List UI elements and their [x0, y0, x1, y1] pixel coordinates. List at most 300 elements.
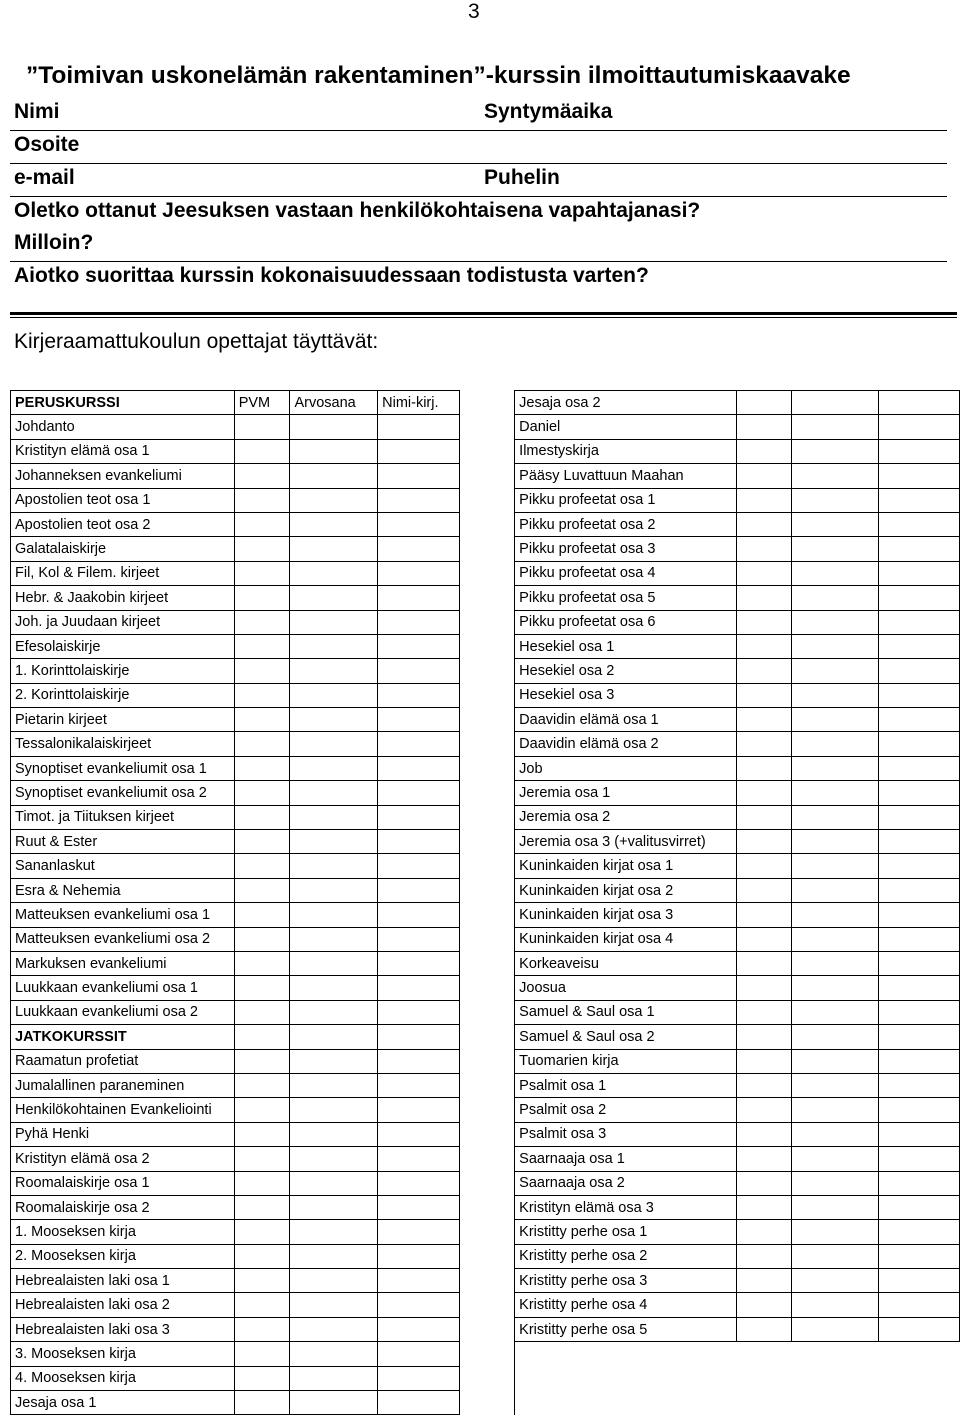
date-cell[interactable] — [234, 1049, 290, 1073]
table-row — [11, 732, 960, 756]
signature-cell[interactable] — [378, 464, 460, 488]
signature-cell[interactable] — [878, 951, 959, 975]
date-cell[interactable] — [736, 391, 791, 415]
date-cell[interactable] — [736, 1293, 791, 1317]
date-cell[interactable] — [234, 415, 290, 439]
date-cell[interactable] — [736, 1049, 791, 1073]
signature-cell[interactable] — [878, 439, 959, 463]
date-cell[interactable] — [234, 1025, 290, 1049]
grade-cell[interactable] — [792, 830, 879, 854]
grade-cell[interactable] — [792, 634, 879, 658]
grade-cell[interactable] — [290, 830, 378, 854]
grade-cell[interactable] — [290, 659, 378, 683]
table-row — [11, 854, 960, 878]
grade-cell[interactable] — [792, 805, 879, 829]
course-name-right: Jesaja osa 2 — [515, 391, 737, 415]
signature-cell[interactable] — [378, 1049, 460, 1073]
course-name-left: 4. Mooseksen kirja — [11, 1366, 235, 1390]
date-cell[interactable] — [234, 732, 290, 756]
signature-cell[interactable] — [878, 488, 959, 512]
date-cell[interactable] — [736, 976, 791, 1000]
grade-cell[interactable] — [290, 1147, 378, 1171]
column-gap — [459, 1025, 514, 1049]
date-cell[interactable] — [234, 586, 290, 610]
grade-cell[interactable] — [290, 878, 378, 902]
signature-cell[interactable] — [878, 1244, 959, 1268]
signature-cell[interactable] — [378, 854, 460, 878]
signature-cell[interactable] — [378, 634, 460, 658]
table-row — [11, 1073, 960, 1097]
signature-cell[interactable] — [378, 537, 460, 561]
signature-cell[interactable] — [378, 1073, 460, 1097]
email-label: e-mail — [14, 166, 75, 189]
divider-thin — [10, 317, 957, 318]
date-cell[interactable] — [736, 1073, 791, 1097]
table-row — [11, 708, 960, 732]
grade-cell[interactable] — [290, 976, 378, 1000]
date-cell[interactable] — [234, 1171, 290, 1195]
signature-cell[interactable] — [378, 1317, 460, 1341]
table-row — [11, 976, 960, 1000]
grade-cell[interactable] — [792, 391, 879, 415]
signature-cell[interactable] — [878, 927, 959, 951]
grade-cell[interactable] — [792, 976, 879, 1000]
empty-right — [515, 1342, 960, 1366]
signature-cell[interactable] — [378, 586, 460, 610]
signature-cell[interactable] — [378, 1000, 460, 1024]
column-gap — [459, 1049, 514, 1073]
signature-cell[interactable] — [378, 415, 460, 439]
date-cell[interactable] — [736, 1269, 791, 1293]
grade-cell[interactable] — [290, 1000, 378, 1024]
signature-cell[interactable] — [878, 1147, 959, 1171]
signature-cell[interactable] — [378, 951, 460, 975]
signature-cell[interactable] — [378, 756, 460, 780]
grade-cell[interactable] — [792, 903, 879, 927]
signature-cell[interactable] — [878, 1220, 959, 1244]
signature-cell[interactable] — [378, 1147, 460, 1171]
course-name-left: Matteuksen evankeliumi osa 1 — [11, 903, 235, 927]
grade-cell[interactable] — [290, 903, 378, 927]
grade-cell[interactable] — [290, 805, 378, 829]
date-cell[interactable] — [736, 537, 791, 561]
grade-cell[interactable] — [290, 610, 378, 634]
signature-cell[interactable] — [378, 1269, 460, 1293]
date-cell[interactable] — [234, 683, 290, 707]
signature-cell[interactable] — [378, 805, 460, 829]
column-gap — [459, 1000, 514, 1024]
date-cell[interactable] — [234, 1195, 290, 1219]
grade-cell[interactable] — [792, 586, 879, 610]
date-cell[interactable] — [736, 488, 791, 512]
signature-cell[interactable] — [378, 561, 460, 585]
date-cell[interactable] — [736, 951, 791, 975]
signature-cell[interactable] — [378, 903, 460, 927]
signature-cell[interactable] — [878, 1000, 959, 1024]
name-row[interactable] — [10, 98, 947, 131]
signature-cell[interactable] — [378, 732, 460, 756]
date-cell[interactable] — [736, 415, 791, 439]
grade-cell[interactable] — [792, 708, 879, 732]
signature-cell[interactable] — [378, 488, 460, 512]
grade-cell[interactable] — [792, 1147, 879, 1171]
course-name-left: Luukkaan evankeliumi osa 2 — [11, 1000, 235, 1024]
signature-cell[interactable] — [878, 1025, 959, 1049]
signature-cell[interactable] — [878, 634, 959, 658]
grade-cell[interactable] — [792, 1220, 879, 1244]
signature-cell[interactable] — [378, 927, 460, 951]
grade-cell[interactable] — [290, 683, 378, 707]
grade-cell[interactable] — [792, 1171, 879, 1195]
column-gap — [459, 1098, 514, 1122]
course-name-left: Jesaja osa 1 — [11, 1391, 235, 1415]
date-cell[interactable] — [234, 903, 290, 927]
date-cell[interactable] — [234, 878, 290, 902]
grade-cell[interactable] — [290, 1317, 378, 1341]
date-cell[interactable] — [736, 927, 791, 951]
column-gap — [459, 951, 514, 975]
grade-cell[interactable] — [290, 464, 378, 488]
date-cell[interactable] — [234, 659, 290, 683]
grade-cell[interactable] — [290, 756, 378, 780]
course-name-right: Kuninkaiden kirjat osa 1 — [515, 854, 737, 878]
when-row[interactable] — [10, 229, 947, 262]
date-cell[interactable] — [234, 830, 290, 854]
date-cell[interactable] — [234, 464, 290, 488]
date-cell[interactable] — [234, 781, 290, 805]
column-gap — [459, 488, 514, 512]
grade-cell[interactable] — [290, 1098, 378, 1122]
grade-cell[interactable] — [792, 1269, 879, 1293]
course-name-left: Apostolien teot osa 1 — [11, 488, 235, 512]
date-cell[interactable] — [736, 1147, 791, 1171]
date-cell[interactable] — [736, 439, 791, 463]
signature-cell[interactable] — [878, 415, 959, 439]
grade-cell[interactable] — [792, 415, 879, 439]
header-course: PERUSKURSSI — [11, 391, 235, 415]
date-cell[interactable] — [234, 512, 290, 536]
signature-cell[interactable] — [878, 1293, 959, 1317]
column-gap — [459, 756, 514, 780]
signature-cell[interactable] — [378, 683, 460, 707]
grade-cell[interactable] — [290, 1269, 378, 1293]
signature-cell[interactable] — [878, 903, 959, 927]
signature-cell[interactable] — [878, 391, 959, 415]
complete-question-row[interactable] — [10, 262, 947, 294]
date-cell[interactable] — [234, 610, 290, 634]
signature-cell[interactable] — [378, 1098, 460, 1122]
grade-cell[interactable] — [290, 1293, 378, 1317]
course-name-left: Hebrealaisten laki osa 2 — [11, 1293, 235, 1317]
signature-cell[interactable] — [878, 610, 959, 634]
date-cell[interactable] — [234, 854, 290, 878]
grade-cell[interactable] — [792, 951, 879, 975]
table-row — [11, 1366, 960, 1390]
date-cell[interactable] — [234, 1098, 290, 1122]
date-cell[interactable] — [736, 586, 791, 610]
course-name-left: Esra & Nehemia — [11, 878, 235, 902]
course-name-left: 2. Korinttolaiskirje — [11, 683, 235, 707]
email-row[interactable] — [10, 164, 947, 197]
grade-cell[interactable] — [792, 878, 879, 902]
date-cell[interactable] — [736, 756, 791, 780]
grade-cell[interactable] — [792, 683, 879, 707]
signature-cell[interactable] — [378, 1293, 460, 1317]
grade-cell[interactable] — [792, 1049, 879, 1073]
date-cell[interactable] — [234, 756, 290, 780]
grade-cell[interactable] — [792, 1098, 879, 1122]
course-name-right: Pikku profeetat osa 2 — [515, 512, 737, 536]
grade-cell[interactable] — [290, 537, 378, 561]
signature-cell[interactable] — [378, 1025, 460, 1049]
grade-cell[interactable] — [290, 781, 378, 805]
date-cell[interactable] — [736, 1122, 791, 1146]
signature-cell[interactable] — [378, 1220, 460, 1244]
signature-cell[interactable] — [878, 1122, 959, 1146]
signature-cell[interactable] — [878, 1073, 959, 1097]
signature-cell[interactable] — [878, 659, 959, 683]
date-cell[interactable] — [234, 1269, 290, 1293]
course-name-left: Galatalaiskirje — [11, 537, 235, 561]
date-cell[interactable] — [736, 781, 791, 805]
grade-cell[interactable] — [792, 1244, 879, 1268]
signature-cell[interactable] — [378, 781, 460, 805]
date-cell[interactable] — [736, 1220, 791, 1244]
signature-cell[interactable] — [378, 659, 460, 683]
column-gap — [459, 732, 514, 756]
grade-cell[interactable] — [290, 854, 378, 878]
grade-cell[interactable] — [290, 708, 378, 732]
course-name-right: Kuninkaiden kirjat osa 3 — [515, 903, 737, 927]
signature-cell[interactable] — [878, 708, 959, 732]
signature-cell[interactable] — [378, 610, 460, 634]
date-cell[interactable] — [736, 903, 791, 927]
grade-cell[interactable] — [792, 1317, 879, 1341]
course-name-left: Kristityn elämä osa 1 — [11, 439, 235, 463]
accepted-question-row[interactable] — [10, 197, 947, 229]
date-cell[interactable] — [234, 439, 290, 463]
date-cell[interactable] — [234, 634, 290, 658]
grade-cell[interactable] — [290, 561, 378, 585]
grade-cell[interactable] — [792, 659, 879, 683]
grade-cell[interactable] — [792, 1122, 879, 1146]
signature-cell[interactable] — [878, 732, 959, 756]
date-cell[interactable] — [736, 1317, 791, 1341]
signature-cell[interactable] — [878, 1317, 959, 1341]
signature-cell[interactable] — [378, 1122, 460, 1146]
date-cell[interactable] — [736, 1195, 791, 1219]
signature-cell[interactable] — [378, 1171, 460, 1195]
date-cell[interactable] — [736, 878, 791, 902]
date-cell[interactable] — [234, 708, 290, 732]
table-row — [11, 1195, 960, 1219]
signature-cell[interactable] — [878, 805, 959, 829]
date-cell[interactable] — [234, 1391, 290, 1415]
grade-cell[interactable] — [792, 464, 879, 488]
signature-cell[interactable] — [378, 708, 460, 732]
column-gap — [459, 1171, 514, 1195]
date-cell[interactable] — [736, 634, 791, 658]
signature-cell[interactable] — [878, 1171, 959, 1195]
course-name-right: Korkeaveisu — [515, 951, 737, 975]
grade-cell[interactable] — [290, 634, 378, 658]
grade-cell[interactable] — [290, 1171, 378, 1195]
signature-cell[interactable] — [378, 1366, 460, 1390]
date-cell[interactable] — [736, 732, 791, 756]
grade-cell[interactable] — [792, 488, 879, 512]
grade-cell[interactable] — [792, 512, 879, 536]
signature-cell[interactable] — [878, 976, 959, 1000]
course-name-left: Efesolaiskirje — [11, 634, 235, 658]
grade-cell[interactable] — [290, 439, 378, 463]
date-cell[interactable] — [234, 1293, 290, 1317]
grade-cell[interactable] — [792, 756, 879, 780]
grade-cell[interactable] — [290, 1195, 378, 1219]
signature-cell[interactable] — [378, 439, 460, 463]
grade-cell[interactable] — [792, 1195, 879, 1219]
date-cell[interactable] — [234, 537, 290, 561]
grade-cell[interactable] — [792, 781, 879, 805]
signature-cell[interactable] — [878, 830, 959, 854]
date-cell[interactable] — [234, 1342, 290, 1366]
date-cell[interactable] — [736, 1025, 791, 1049]
date-cell[interactable] — [736, 854, 791, 878]
date-cell[interactable] — [234, 1317, 290, 1341]
date-cell[interactable] — [234, 1000, 290, 1024]
grade-cell[interactable] — [290, 1391, 378, 1415]
date-cell[interactable] — [234, 805, 290, 829]
signature-cell[interactable] — [878, 1269, 959, 1293]
table-row — [11, 1317, 960, 1341]
signature-cell[interactable] — [878, 1049, 959, 1073]
column-gap — [459, 1073, 514, 1097]
signature-cell[interactable] — [878, 561, 959, 585]
course-name-left: 3. Mooseksen kirja — [11, 1342, 235, 1366]
date-cell[interactable] — [234, 951, 290, 975]
grade-cell[interactable] — [290, 1220, 378, 1244]
grade-cell[interactable] — [792, 1293, 879, 1317]
signature-cell[interactable] — [878, 512, 959, 536]
signature-cell[interactable] — [378, 976, 460, 1000]
course-name-left: Roomalaiskirje osa 2 — [11, 1195, 235, 1219]
grade-cell[interactable] — [290, 1049, 378, 1073]
date-cell[interactable] — [736, 1000, 791, 1024]
signature-cell[interactable] — [878, 878, 959, 902]
grade-cell[interactable] — [792, 537, 879, 561]
grade-cell[interactable] — [792, 854, 879, 878]
date-cell[interactable] — [736, 830, 791, 854]
signature-cell[interactable] — [878, 586, 959, 610]
column-gap — [459, 708, 514, 732]
signature-cell[interactable] — [378, 878, 460, 902]
grade-cell[interactable] — [290, 1366, 378, 1390]
empty-right — [515, 1366, 960, 1390]
date-cell[interactable] — [736, 805, 791, 829]
signature-cell[interactable] — [878, 781, 959, 805]
address-row[interactable] — [10, 131, 947, 164]
grade-cell[interactable] — [792, 1025, 879, 1049]
signature-cell[interactable] — [878, 683, 959, 707]
grade-cell[interactable] — [290, 927, 378, 951]
date-cell[interactable] — [736, 1171, 791, 1195]
column-gap — [459, 781, 514, 805]
grade-cell[interactable] — [792, 1000, 879, 1024]
signature-cell[interactable] — [878, 464, 959, 488]
date-cell[interactable] — [234, 976, 290, 1000]
date-cell[interactable] — [736, 1098, 791, 1122]
table-row — [11, 927, 960, 951]
grade-cell[interactable] — [792, 561, 879, 585]
signature-cell[interactable] — [878, 537, 959, 561]
grade-cell[interactable] — [290, 512, 378, 536]
date-cell[interactable] — [736, 561, 791, 585]
grade-cell[interactable] — [792, 439, 879, 463]
grade-cell[interactable] — [290, 1122, 378, 1146]
signature-cell[interactable] — [378, 1244, 460, 1268]
date-cell[interactable] — [736, 512, 791, 536]
grade-cell[interactable] — [792, 732, 879, 756]
signature-cell[interactable] — [378, 1342, 460, 1366]
date-cell[interactable] — [736, 1244, 791, 1268]
date-cell[interactable] — [736, 464, 791, 488]
date-cell[interactable] — [234, 561, 290, 585]
signature-cell[interactable] — [878, 1195, 959, 1219]
date-cell[interactable] — [234, 1073, 290, 1097]
grade-cell[interactable] — [290, 488, 378, 512]
table-row — [11, 781, 960, 805]
grade-cell[interactable] — [792, 1073, 879, 1097]
signature-cell[interactable] — [878, 1098, 959, 1122]
signature-cell[interactable] — [378, 512, 460, 536]
date-cell[interactable] — [234, 1366, 290, 1390]
column-gap — [459, 976, 514, 1000]
grade-cell[interactable] — [792, 927, 879, 951]
date-cell[interactable] — [234, 927, 290, 951]
date-cell[interactable] — [736, 708, 791, 732]
divider-thick — [10, 312, 957, 315]
signature-cell[interactable] — [378, 1195, 460, 1219]
grade-cell[interactable] — [290, 415, 378, 439]
signature-cell[interactable] — [378, 1391, 460, 1415]
header-name: Nimi-kirj. — [378, 391, 460, 415]
course-name-left: Pietarin kirjeet — [11, 708, 235, 732]
date-cell[interactable] — [234, 1147, 290, 1171]
grade-cell[interactable] — [290, 1342, 378, 1366]
date-cell[interactable] — [736, 683, 791, 707]
signature-cell[interactable] — [878, 854, 959, 878]
grade-cell[interactable] — [290, 586, 378, 610]
grade-cell[interactable] — [290, 1244, 378, 1268]
grade-cell[interactable] — [290, 1025, 378, 1049]
grade-cell[interactable] — [290, 732, 378, 756]
date-cell[interactable] — [736, 659, 791, 683]
grade-cell[interactable] — [792, 610, 879, 634]
date-cell[interactable] — [234, 1122, 290, 1146]
course-name-left: 1. Korinttolaiskirje — [11, 659, 235, 683]
course-name-right: Samuel & Saul osa 2 — [515, 1025, 737, 1049]
grade-cell[interactable] — [290, 1073, 378, 1097]
date-cell[interactable] — [234, 488, 290, 512]
signature-cell[interactable] — [878, 756, 959, 780]
course-name-left: Johdanto — [11, 415, 235, 439]
date-cell[interactable] — [736, 610, 791, 634]
table-row — [11, 537, 960, 561]
date-cell[interactable] — [234, 1244, 290, 1268]
course-name-right: Daniel — [515, 415, 737, 439]
date-cell[interactable] — [234, 1220, 290, 1244]
signature-cell[interactable] — [378, 830, 460, 854]
grade-cell[interactable] — [290, 951, 378, 975]
